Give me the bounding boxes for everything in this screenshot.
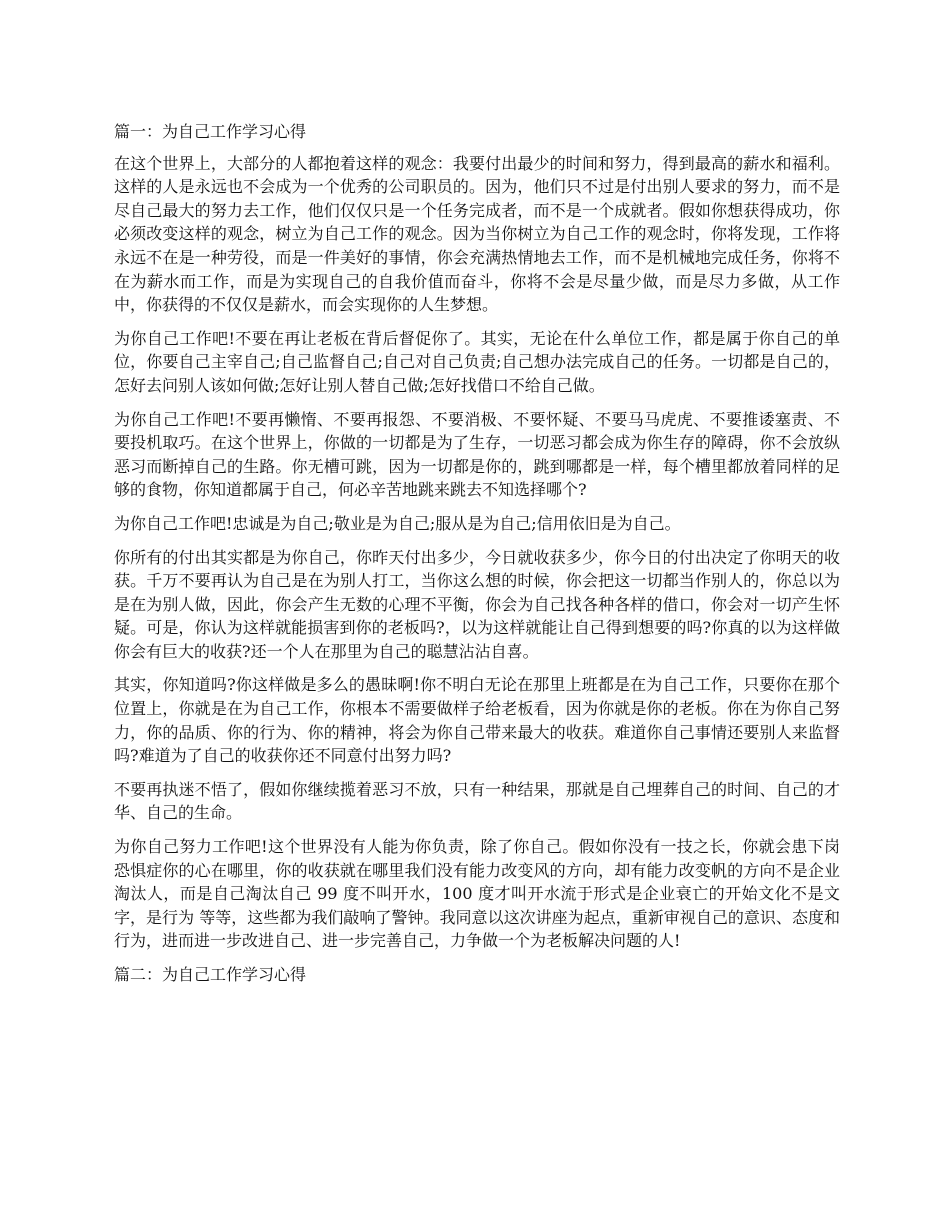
paragraph-6: 其实，你知道吗?你这样做是多么的愚昧啊!你不明白无论在那里上班都是在为自己工作，只要你在那个位置上，你就是在为自己工作，你根本不需要做样子给老板看，因为你就是你的老板。你在为你自己努力，你的品质、你的行为、你的精神，将会为你自己带来最大的收获。难道你自己事情还要别人来监督吗?难道为了自己的收获你还不同意付出努力吗? — [114, 675, 840, 766]
paragraph-4: 为你自己工作吧!忠诚是为自己;敬业是为自己;服从是为自己;信用依旧是为自己。 — [114, 513, 681, 533]
paragraph-8: 为你自己努力工作吧!这个世界没有人能为你负责，除了你自己。假如你没有一技之长，你就会患下岗恐惧症你的心在哪里，你的收获就在哪里我们没有能力改变风的方向，却有能力改变帆的方向不是企业淘汰人，而是自己淘汰自己 99 度不叫开水，100 度才叫开水流于形式是企业衰亡的开始文化不是文字，是行为 等等，这些都为我们敲响了警钟。我同意以这次讲座为起点，重新审视自己的意识、态度和行为，进而进一步改进自己、进一步完善自己，力争做一个为老板解决问题的人! — [114, 837, 840, 951]
paragraph-3: 为你自己工作吧!不要再懒惰、不要再报怨、不要消极、不要怀疑、不要马马虎虎、不要推诿塞责、不要投机取巧。在这个世界上，你做的一切都是为了生存，一切恶习都会成为你生存的障碍，你不会放纵恶习而断掉自己的生路。你无槽可跳，因为一切都是你的，跳到哪都是一样，每个槽里都放着同样的足够的食物，你知道都属于自己，何必辛苦地跳来跳去不知选择哪个? — [114, 409, 840, 500]
paragraph-7: 不要再执迷不悟了，假如你继续揽着恶习不放，只有一种结果，那就是自己埋葬自己的时间、自己的才华、自己的生命。 — [114, 779, 840, 823]
document-page — [114, 120, 840, 995]
paragraph-5: 你所有的付出其实都是为你自己，你昨天付出多少，今日就收获多少，你今日的付出决定了你明天的收获。千万不要再认为自己是在为别人打工，当你这么想的时候，你会把这一切都当作别人的，你总以为是在为别人做，因此，你会产生无数的心理不平衡，你会为自己找各种各样的借口，你会对一切产生怀疑。可是，你认为这样就能损害到你的老板吗?，以为这样就能让自己得到想要的吗?你真的以为这样做你会有巨大的收获?还一个人在那里为自己的聪慧沾沾自喜。 — [114, 547, 840, 661]
section-heading-2: 篇二：为自己工作学习心得 — [114, 965, 307, 984]
section-heading-1: 篇一：为自己工作学习心得 — [114, 122, 307, 141]
paragraph-2: 为你自己工作吧!不要在再让老板在背后督促你了。其实，无论在什么单位工作，都是属于你自己的单位，你要自己主宰自己;自己监督自己;自己对自己负责;自己想办法完成自己的任务。一切都是自己的，怎好去问别人该如何做;怎好让别人替自己做;怎好找借口不给自己做。 — [114, 328, 840, 395]
paragraph-1: 在这个世界上，大部分的人都抱着这样的观念：我要付出最少的时间和努力，得到最高的薪水和福利。这样的人是永远也不会成为一个优秀的公司职员的。因为，他们只不过是付出别人要求的努力，而不是尽自己最大的努力去工作，他们仅仅只是一个任务完成者，而不是一个成就者。假如你想获得成功，你必须改变这样的观念，树立为自己工作的观念。因为当你树立为自己工作的观念时，你将发现，工作将永远不在是一种劳役，而是一件美好的事情，你会充满热情地去工作，而不是机械地完成任务，你将不在为薪水而工作，而是为实现自己的自我价值而奋斗，你将不会是尽量少做，而是尽力多做，从工作中，你获得的不仅仅是薪水，而会实现你的人生梦想。 — [114, 153, 840, 315]
